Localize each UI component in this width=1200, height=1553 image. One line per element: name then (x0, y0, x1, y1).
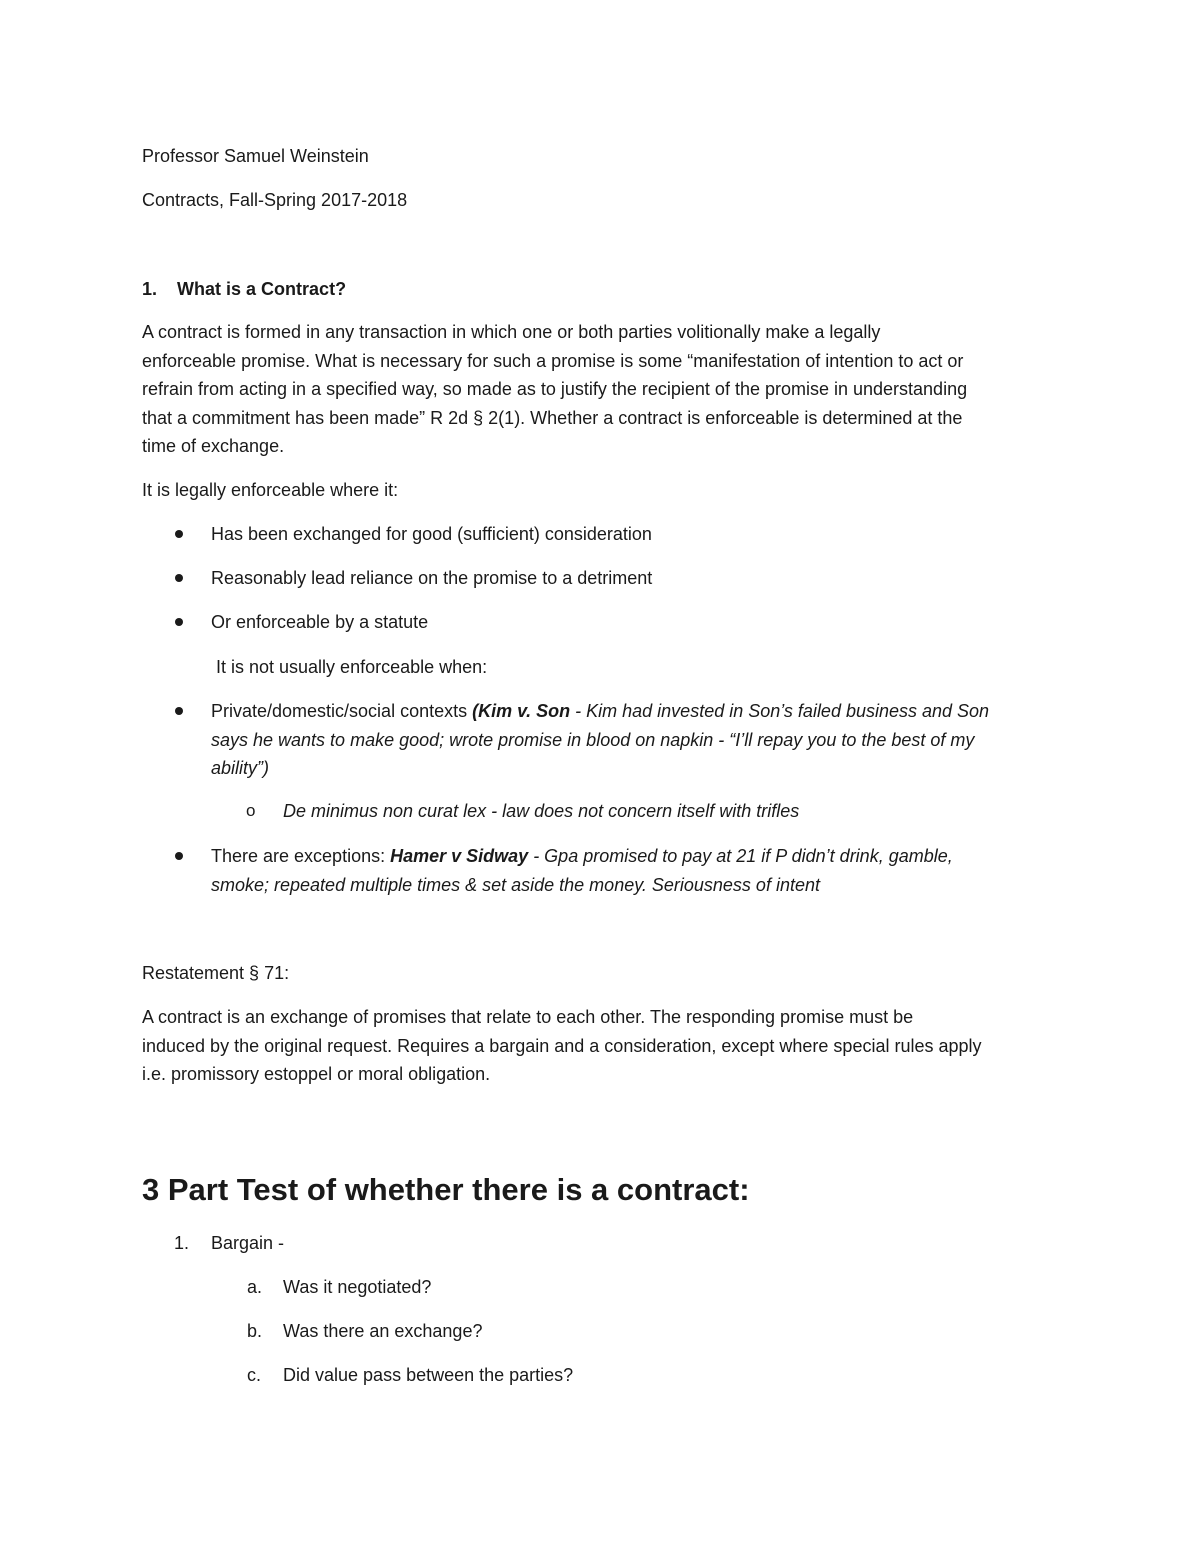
sub-list-item-text: Was there an exchange? (283, 1321, 483, 1341)
list-item-text: Bargain - (211, 1233, 285, 1253)
paragraph-line: A contract is an exchange of promises that relate to each other. The responding promise must be (142, 1007, 914, 1027)
paragraph-line: A contract is formed in any transaction in which one or both parties volitionally make a legally (142, 322, 881, 342)
test-heading: 3 Part Test of whether there is a contract: (142, 1172, 750, 1207)
restatement-paragraph (142, 1003, 982, 1089)
enforceable-intro: It is legally enforceable where it: (142, 480, 399, 500)
bullet-icon (175, 530, 183, 538)
paragraph-line: enforceable promise. What is necessary for such a promise is some “manifestation of intention to act or (142, 350, 964, 371)
list-letter: a. (247, 1277, 263, 1297)
list-item-text (211, 697, 989, 783)
course-title: Contracts, Fall-Spring 2017-2018 (142, 190, 408, 210)
list-item-text: Or enforceable by a statute (211, 612, 429, 632)
private-lead: Private/domestic/social contexts (211, 701, 473, 721)
bullet-icon (175, 618, 183, 626)
section-heading (142, 275, 346, 304)
paragraph-line: i.e. promissory estoppel or moral obligation. (142, 1064, 491, 1085)
case-summary: ability”) (211, 758, 270, 779)
bullet-icon (175, 707, 183, 715)
section-title: What is a Contract? (177, 279, 347, 299)
bullet-icon (175, 574, 183, 582)
list-item-text (211, 842, 953, 899)
paragraph-line: induced by the original request. Requires a bargain and a consideration, except where special rules apply (142, 1035, 982, 1056)
sub-list-item-text: Did value pass between the parties? (283, 1365, 574, 1385)
section-number: 1. (142, 279, 158, 299)
definition-paragraph (142, 318, 967, 461)
sub-list-item-text: De minimus non curat lex - law does not concern itself with trifles (283, 801, 800, 821)
case-summary: says he wants to make good; wrote promise in blood on napkin - “I’ll repay you to the best of my (211, 729, 975, 750)
paragraph-line: that a commitment has been made” R 2d § 2(1). Whether a contract is enforceable is determined at the (142, 407, 963, 428)
sub-list-item-text: Was it negotiated? (283, 1277, 432, 1297)
exceptions-lead: There are exceptions: (211, 846, 391, 866)
case-name: Hamer v Sidway (390, 846, 529, 866)
professor-name: Professor Samuel Weinstein (142, 146, 369, 166)
sub-bullet-icon: o (246, 801, 256, 820)
open-paren: ( (472, 701, 479, 721)
list-letter: b. (247, 1321, 263, 1341)
list-number: 1. (174, 1233, 190, 1253)
paragraph-line: time of exchange. (142, 436, 285, 457)
bullet-icon (175, 852, 183, 860)
list-item-text: Has been exchanged for good (sufficient) consideration (211, 524, 652, 544)
list-letter: c. (247, 1365, 262, 1385)
paragraph-line: refrain from acting in a specified way, so made as to justify the recipient of the promise in understanding (142, 379, 968, 400)
case-name: Kim v. Son (478, 701, 571, 721)
case-summary: - Gpa promised to pay at 21 if P didn’t drink, gamble, (528, 846, 953, 866)
list-item-text: Reasonably lead reliance on the promise to a detriment (211, 568, 653, 588)
not-enforceable-intro: It is not usually enforceable when: (216, 657, 488, 677)
case-summary: smoke; repeated multiple times & set aside the money. Seriousness of intent (211, 874, 820, 895)
restatement-title: Restatement § 71: (142, 963, 290, 983)
case-summary: - Kim had invested in Son’s failed business and Son (570, 701, 990, 721)
